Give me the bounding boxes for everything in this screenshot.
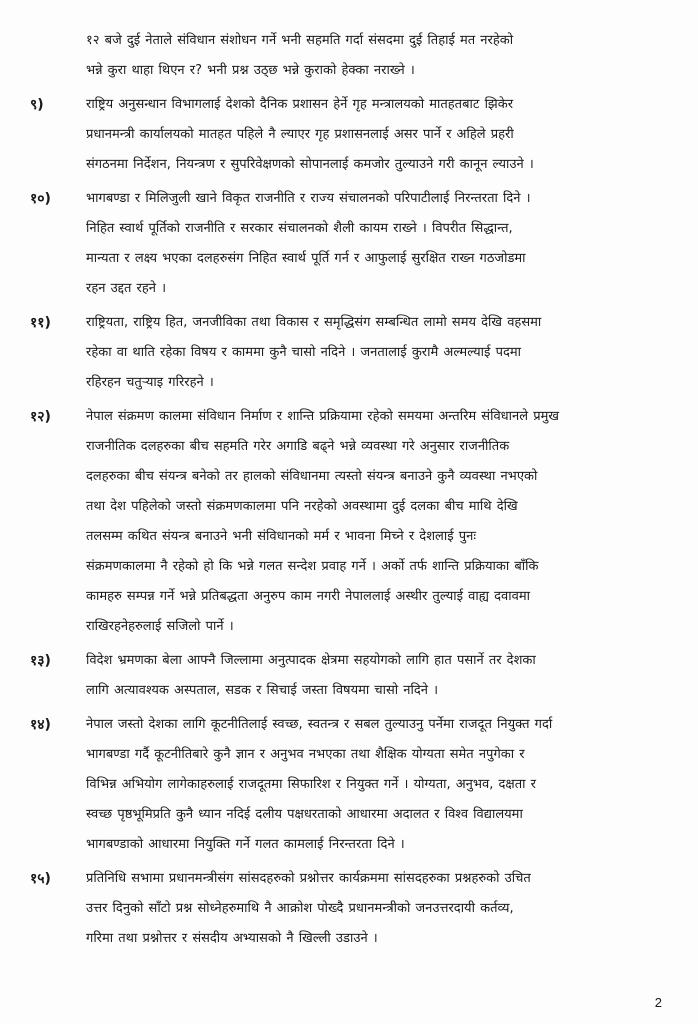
paragraph-number: ११) [30, 315, 51, 331]
paragraph-text [86, 90, 670, 180]
text-line: स्वच्छ पृष्ठभूमिप्रति कुनै ध्यान नदिई दलीय पक्षधरताको आधारमा अदालत र विश्व विद्यालयमा [86, 807, 523, 822]
text-line: गरिमा तथा प्रश्नोत्तर र संसदीय अभ्यासको नै खिल्ली उडाउने । [86, 931, 378, 946]
paragraph-text [86, 26, 670, 86]
paragraph-text [86, 864, 670, 954]
text-line: नेपाल जस्तो देशका लागि कूटनीतिलाई स्वच्छ, स्वतन्त्र र सबल तुल्याउनु पर्नेमा राजदूत नियुक्त गर्दा [86, 717, 553, 732]
text-line: प्रतिनिधि सभामा प्रधानमन्त्रीसंग सांसदहरुको प्रश्नोत्तर कार्यक्रममा सांसदहरुका प्रश्नहरुको उचित [86, 871, 531, 886]
text-line: राजनीतिक दलहरुका बीच सहमति गरेर अगाडि बढ्ने भन्ने व्यवस्था गरे अनुसार राजनीतिक [86, 439, 510, 454]
text-line: रहन उद्दत रहने । [86, 281, 167, 296]
paragraph [30, 864, 670, 954]
text-line: प्रधानमन्त्री कार्यालयको मातहत पहिले नै ल्याएर गृह प्रशासनलाई असर पार्ने र अहिले प्रहरी [86, 127, 514, 142]
text-line: भागबण्डाको आधारमा नियुक्ति गर्ने गलत कामलाई निरन्तरता दिने । [86, 837, 405, 852]
text-line: राष्ट्रिय अनुसन्धान विभागलाई देशको दैनिक प्रशासन हेर्ने गृह मन्त्रालयको मातहतबाट झिकेर [86, 97, 514, 112]
paragraph [30, 26, 670, 86]
text-line: उत्तर दिनुको साँटो प्रश्न सोध्नेहरुमाथि नै आक्रोश पोख्दै प्रधानमन्त्रीको जनउत्तरदायी कर्तव्य, [86, 901, 514, 916]
paragraph-text [86, 184, 670, 304]
paragraph [30, 308, 670, 398]
paragraph [30, 646, 670, 706]
paragraph [30, 90, 670, 180]
text-line: भन्ने कुरा थाहा थिएन र? भनी प्रश्न उठ्छ भन्ने कुराको हेक्का नराख्ने । [86, 63, 415, 78]
text-line: मान्यता र लक्ष्य भएका दलहरुसंग निहित स्वार्थ पूर्ति गर्न र आफुलाई सुरक्षित राख्न गठजोडमा [86, 251, 526, 266]
text-line: लागि अत्यावश्यक अस्पताल, सडक र सिचाई जस्ता विषयमा चासो नदिने । [86, 683, 439, 698]
paragraph-number: ९) [30, 97, 44, 113]
paragraph-text [86, 646, 670, 706]
paragraph-text [86, 308, 670, 398]
paragraph-text [86, 402, 670, 642]
text-line: राष्ट्रियता, राष्ट्रिय हित, जनजीविका तथा विकास र समृद्धिसंग सम्बन्धित लामो समय देखि वहसमा [86, 315, 542, 330]
page-number: 2 [654, 995, 662, 1010]
text-line: राखिरहनेहरुलाई सजिलो पार्ने । [86, 619, 234, 634]
text-line: निहित स्वार्थ पूर्तिको राजनीति र सरकार संचालनको शैली कायम राख्ने । विपरीत सिद्धान्त, [86, 221, 513, 236]
paragraph-text [86, 710, 670, 860]
text-line: भागबण्डा र मिलिजुली खाने विकृत राजनीति र राज्य संचालनको परिपाटीलाई निरन्तरता दिने । [86, 191, 531, 206]
text-line: रहेका वा थाति रहेका विषय र काममा कुनै चासो नदिने । जनतालाई कुरामै अल्मल्याई पदमा [86, 345, 521, 360]
document-body [30, 26, 670, 958]
text-line: कामहरु सम्पन्न गर्ने भन्ने प्रतिबद्धता अनुरुप काम नगरी नेपाललाई अस्थीर तुल्याई वाह्य दवावमा [86, 589, 531, 604]
paragraph [30, 184, 670, 304]
text-line: १२ बजे दुई नेताले संविधान संशोधन गर्ने भनी सहमति गर्दा संसदमा दुई तिहाई मत नरहेको [86, 33, 514, 48]
text-line: तलसम्म कथित संयन्त्र बनाउने भनी संविधानको मर्म र भावना मिच्ने र देशलाई पुनः [86, 529, 476, 544]
text-line: तथा देश पहिलेको जस्तो संक्रमणकालमा पनि नरहेको अवस्थामा दुई दलका बीच माथि देखि [86, 499, 518, 514]
text-line: विभिन्न अभियोग लागेकाहरुलाई राजदूतमा सिफारिश र नियुक्त गर्ने । योग्यता, अनुभव, दक्षता र [86, 777, 536, 792]
paragraph-number: १२) [30, 409, 51, 425]
text-line: रहिरहन चतुऱ्याइ गरिरहने । [86, 375, 214, 390]
text-line: नेपाल संक्रमण कालमा संविधान निर्माण र शान्ति प्रक्रियामा रहेको समयमा अन्तरिम संविधानले प्रमुख [86, 409, 559, 424]
text-line: भागबण्डा गर्दै कूटनीतिबारे कुनै ज्ञान र अनुभव नभएका तथा शैक्षिक योग्यता समेत नपुगेका र [86, 747, 525, 762]
text-line: संगठनमा निर्देशन, नियन्त्रण र सुपरिवेक्षणको सोपानलाई कमजोर तुल्याउने गरी कानून ल्याउने । [86, 157, 534, 172]
paragraph-number: १३) [30, 653, 51, 669]
text-line: विदेश भ्रमणका बेला आफ्नै जिल्लामा अनुत्पादक क्षेत्रमा सहयोगको लागि हात पसार्ने तर देशका [86, 653, 536, 668]
paragraph-gap [30, 954, 670, 958]
paragraph-number: १४) [30, 717, 51, 733]
paragraph-number: १५) [30, 871, 51, 887]
paragraph-number: १०) [30, 191, 51, 207]
paragraph [30, 710, 670, 860]
text-line: संक्रमणकालमा नै रहेको हो कि भन्ने गलत सन्देश प्रवाह गर्ने । अर्को तर्फ शान्ति प्रक्रियाका बाँकि [86, 559, 539, 574]
paragraph [30, 402, 670, 642]
text-line: दलहरुका बीच संयन्त्र बनेको तर हालको संविधानमा त्यस्तो संयन्त्र बनाउने कुनै व्यवस्था नभएको [86, 469, 538, 484]
